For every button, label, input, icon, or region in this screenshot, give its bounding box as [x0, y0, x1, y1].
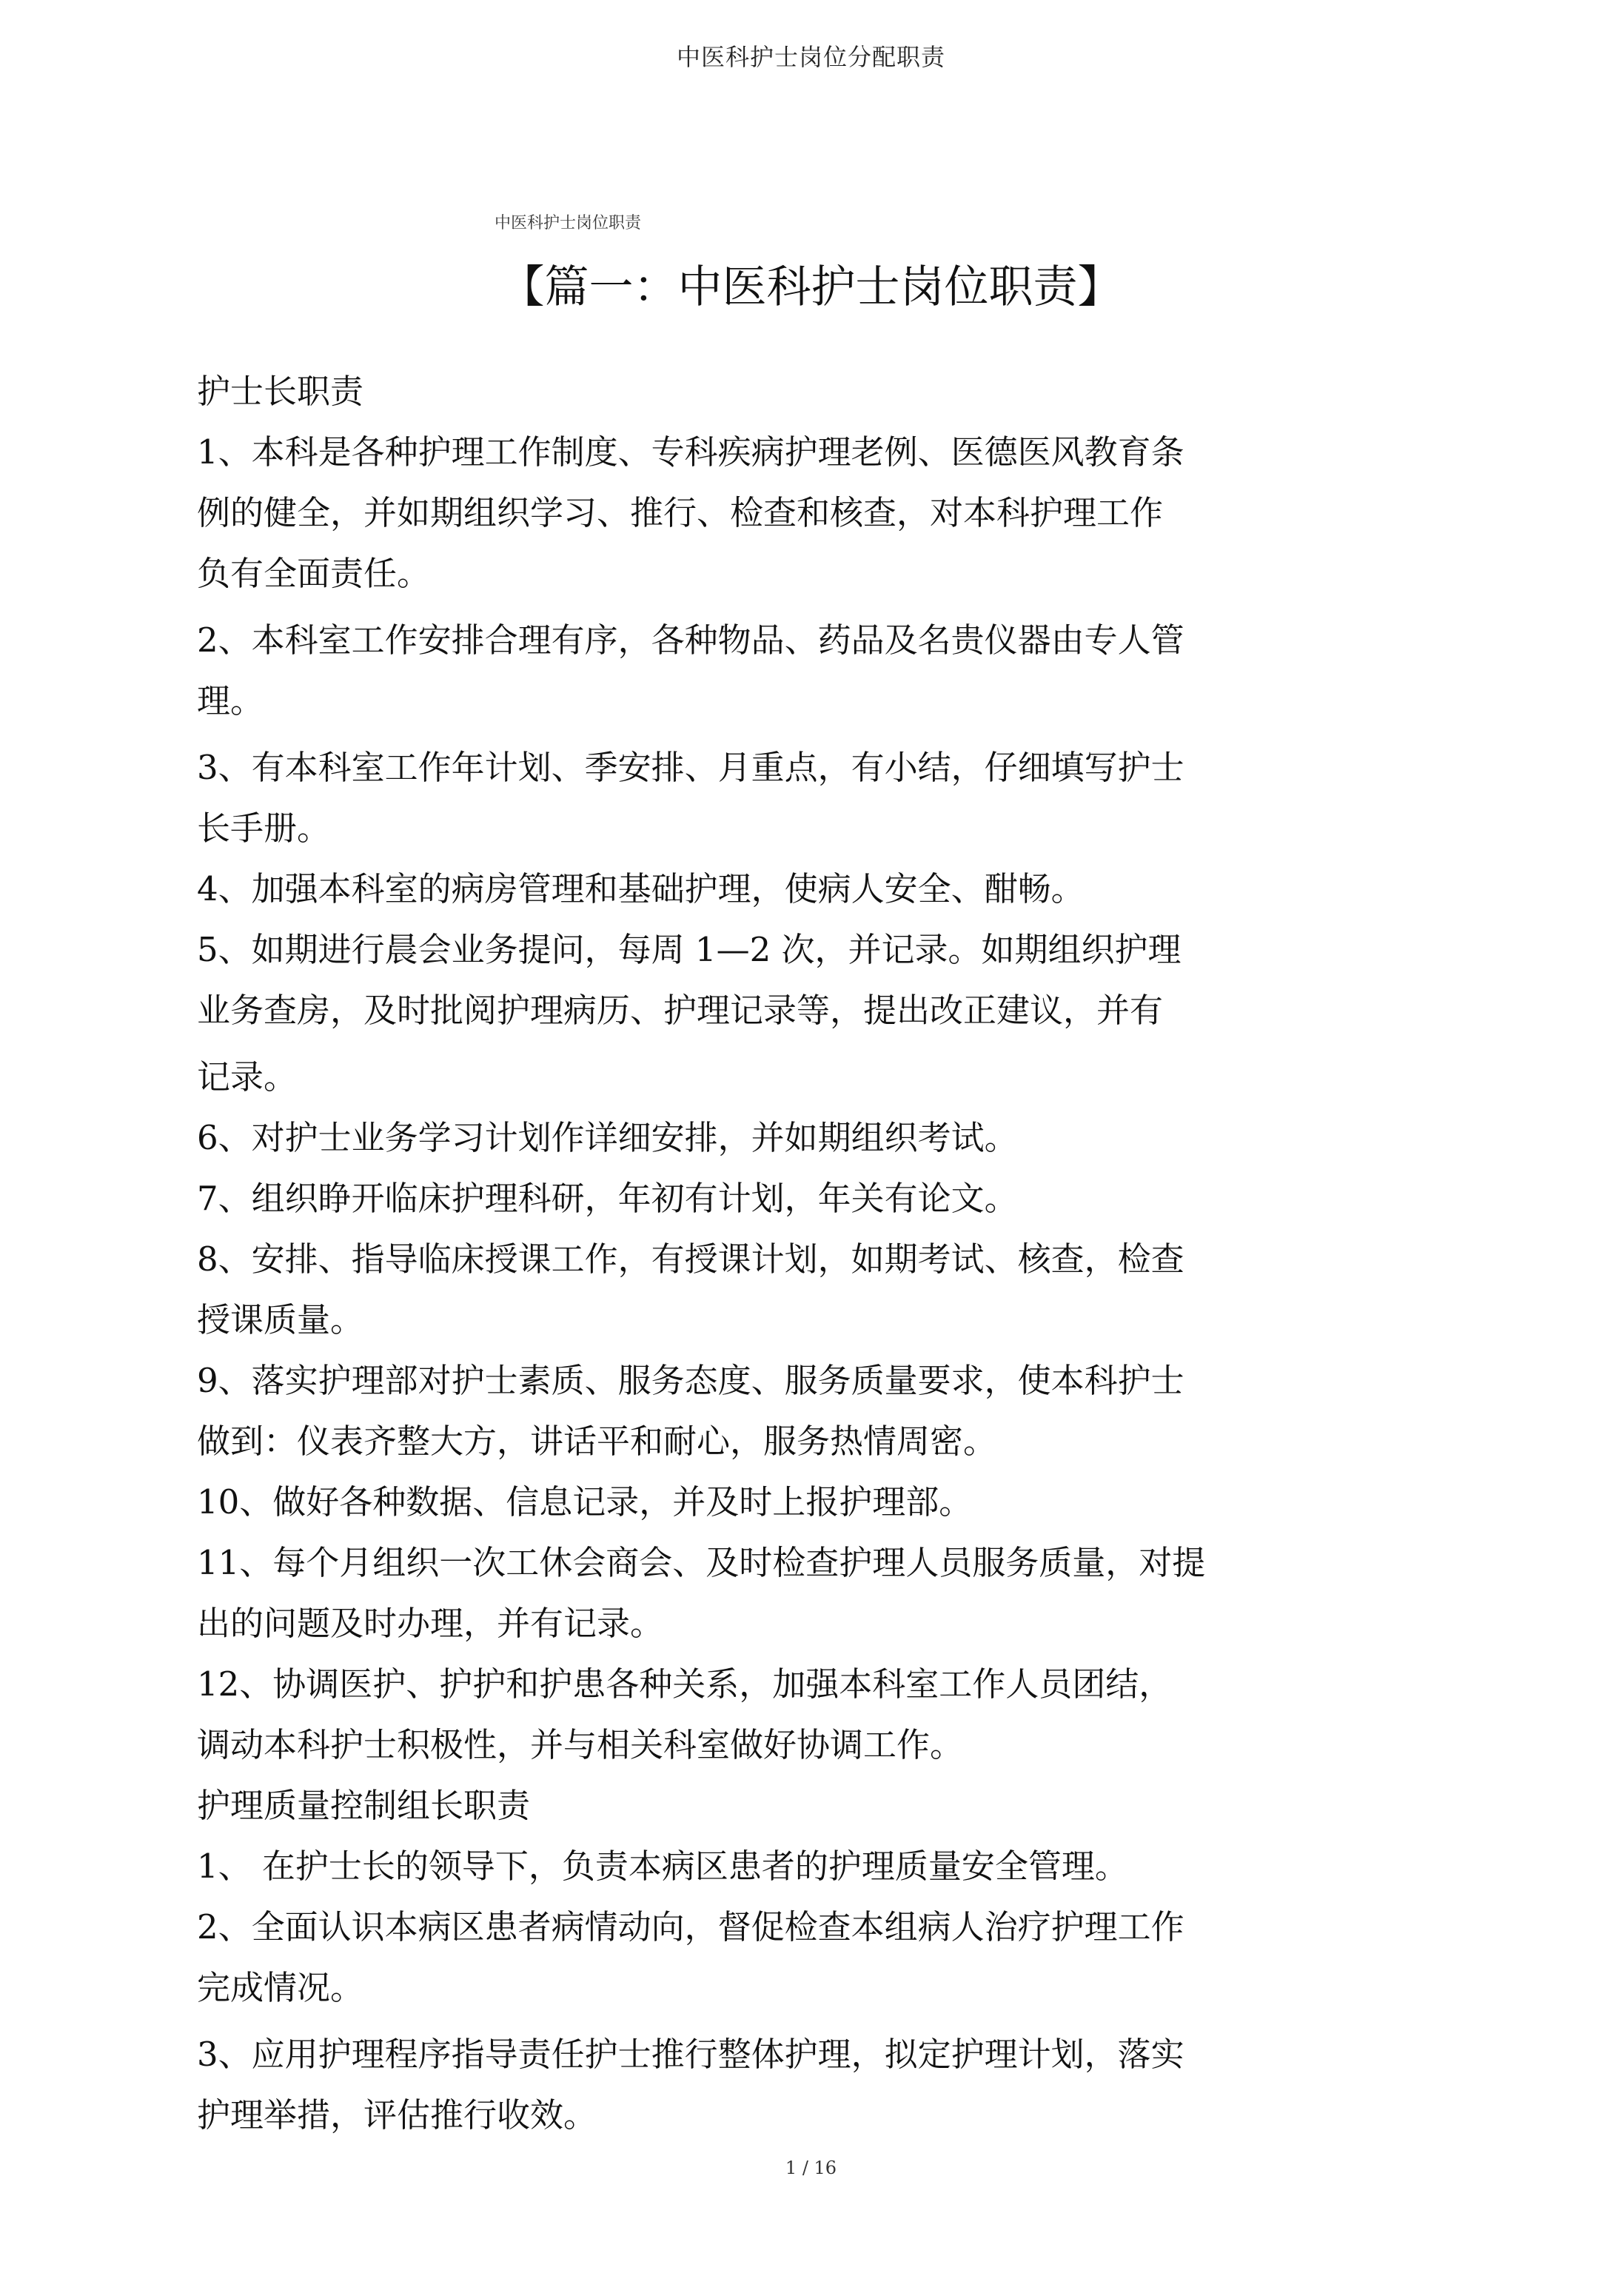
paragraph-line: 1、本科是各种护理工作制度、专科疾病护理老例、医德医风教育条 [197, 432, 1184, 472]
paragraph-line: 5、如期进行晨会业务提问，每周 1—2 次，并记录。如期组织护理 [197, 930, 1182, 969]
paragraph-line: 2、本科室工作安排合理有序，各种物品、药品及名贵仪器由专人管 [197, 620, 1184, 660]
paragraph-line: 9、落实护理部对护士素质、服务态度、服务质量要求，使本科护士 [197, 1361, 1184, 1400]
document-body [197, 361, 1352, 2146]
paragraph-line: 业务查房，及时批阅护理病历、护理记录等，提出改正建议，并有 [197, 991, 1164, 1030]
paragraph-line: 12、协调医护、护护和护患各种关系，加强本科室工作人员团结， [197, 1664, 1173, 1704]
paragraph-line: 长手册。 [197, 809, 331, 848]
paragraph-line: 3、应用护理程序指导责任护士推行整体护理，拟定护理计划，落实 [197, 2035, 1184, 2074]
paragraph-line: 做到：仪表齐整大方，讲话平和耐心，服务热情周密。 [197, 1422, 997, 1461]
page-number: 1 / 16 [785, 2158, 837, 2178]
document-title: 【篇一：中医科护士岗位职责】 [500, 261, 1122, 313]
paragraph-line: 调动本科护士积极性，并与相关科室做好协调工作。 [197, 1725, 964, 1764]
paragraph-line: 4、加强本科室的病房管理和基础护理，使病人安全、酣畅。 [197, 869, 1085, 908]
document-subtitle: 中医科护士岗位职责 [495, 214, 642, 232]
paragraph-line: 例的健全，并如期组织学习、推行、检查和核查，对本科护理工作 [197, 493, 1164, 532]
paragraph-line: 护理举措，评估推行收效。 [197, 2095, 597, 2135]
section-heading-head-nurse: 护士长职责 [197, 372, 364, 411]
paragraph-line: 6、对护士业务学习计划作详细安排，并如期组织考试。 [197, 1118, 1018, 1157]
paragraph-line: 负有全面责任。 [197, 554, 431, 593]
paragraph-line: 记录。 [197, 1057, 298, 1097]
paragraph-line: 出的问题及时办理，并有记录。 [197, 1604, 664, 1643]
paragraph-line: 11、每个月组织一次工休会商会、及时检查护理人员服务质量，对提 [197, 1543, 1206, 1582]
paragraph-line: 8、安排、指导临床授课工作，有授课计划，如期考试、核查，检查 [197, 1239, 1184, 1279]
paragraph-line: 10、做好各种数据、信息记录，并及时上报护理部。 [197, 1482, 973, 1522]
paragraph-line: 3、有本科室工作年计划、季安排、月重点，有小结，仔细填写护士 [197, 748, 1184, 787]
paragraph-line: 7、组织睁开临床护理科研，年初有计划，年关有论文。 [197, 1179, 1018, 1218]
paragraph-line: 完成情况。 [197, 1968, 364, 2007]
paragraph-line: 2、全面认识本病区患者病情动向，督促检查本组病人治疗护理工作 [197, 1907, 1184, 1947]
paragraph-line: 1、 在护士长的领导下，负责本病区患者的护理质量安全管理。 [197, 1847, 1128, 1886]
paragraph-line: 授课质量。 [197, 1300, 364, 1339]
paragraph-line: 理。 [197, 681, 264, 720]
section-heading-quality-control: 护理质量控制组长职责 [197, 1786, 531, 1825]
running-header: 中医科护士岗位分配职责 [676, 43, 945, 71]
